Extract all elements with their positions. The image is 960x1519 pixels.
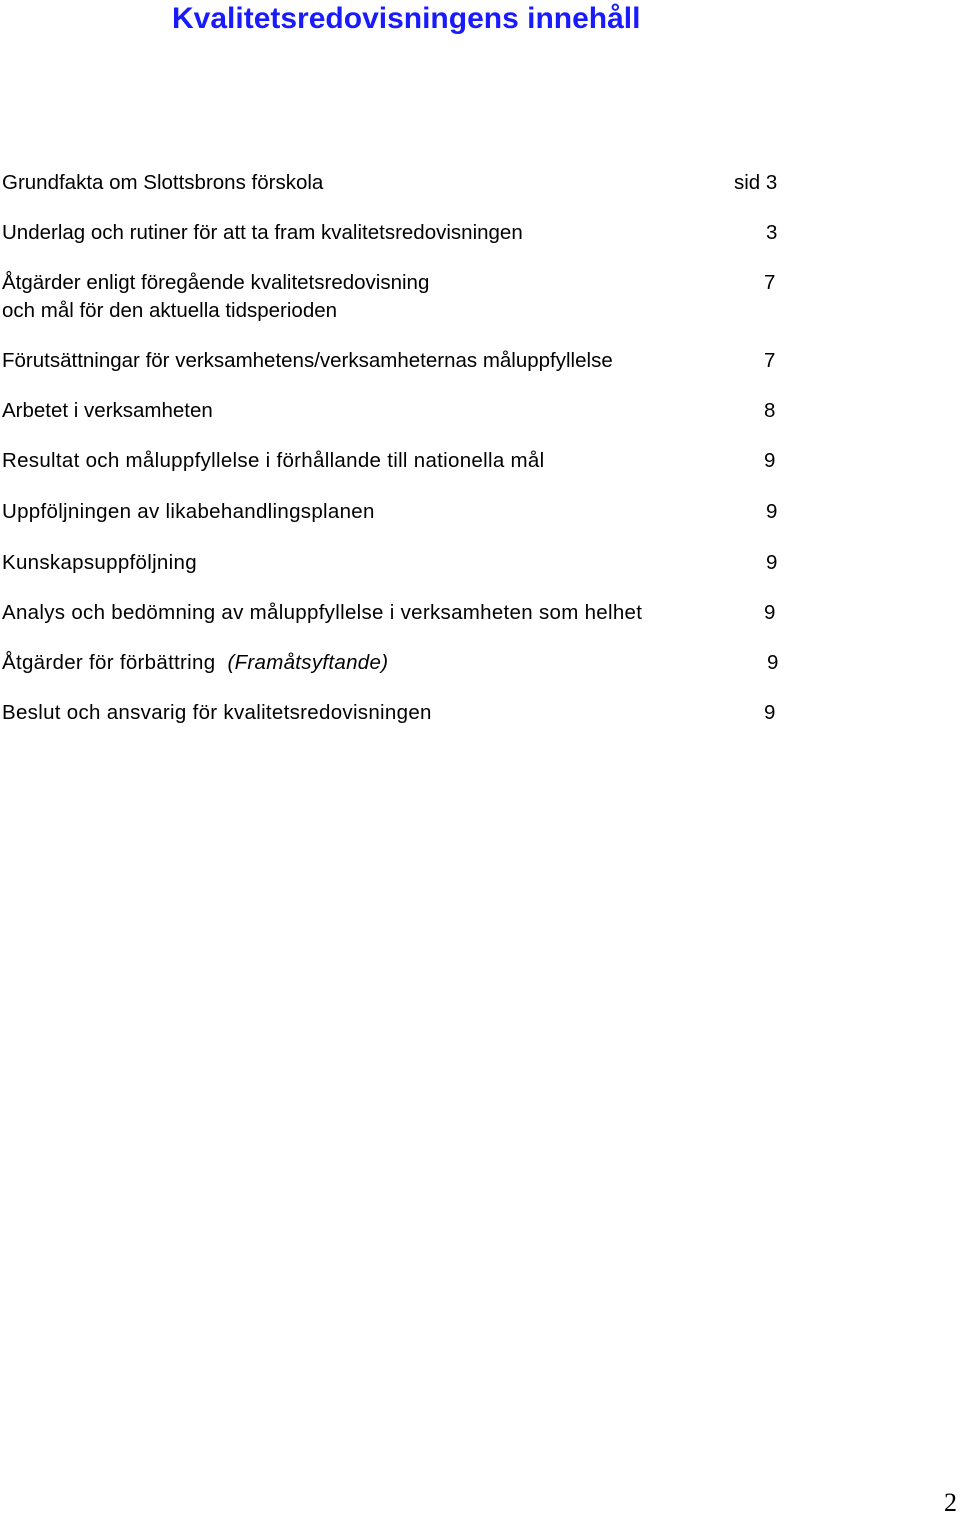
page-title: Kvalitetsredovisningens innehåll xyxy=(172,2,641,35)
toc-entry-title xyxy=(2,650,388,676)
toc-entry-page: sid 3 xyxy=(734,171,778,194)
toc-entry-title: Åtgärder enligt föregående kvalitetsredovisning xyxy=(2,271,430,294)
toc-entry-title: Kunskapsuppföljning xyxy=(2,551,197,574)
toc-entry-page: 9 xyxy=(767,651,779,674)
toc-entry-title: Grundfakta om Slottsbrons förskola xyxy=(2,171,324,194)
toc-entry-page: 9 xyxy=(764,449,776,472)
toc-entry-page: 9 xyxy=(766,500,778,523)
toc-entry-page: 9 xyxy=(764,701,776,724)
toc-entry-title: Resultat och måluppfyllelse i förhållande till nationella mål xyxy=(2,449,545,472)
toc-entry-page: 7 xyxy=(764,271,776,294)
toc-entry-page: 9 xyxy=(764,601,776,624)
toc-entry-page: 3 xyxy=(766,221,778,244)
toc-entry-title: Arbetet i verksamheten xyxy=(2,399,213,422)
toc-entry-title: Förutsättningar för verksamhetens/verksamheternas måluppfyllelse xyxy=(2,349,613,372)
toc-entry-title: Analys och bedömning av måluppfyllelse i verksamheten som helhet xyxy=(2,601,643,624)
toc-entry-page: 8 xyxy=(764,399,776,422)
toc-entry-title-main: Åtgärder för förbättring xyxy=(2,651,216,674)
toc-entry-page: 7 xyxy=(764,349,776,372)
toc-entry-title: Uppföljningen av likabehandlingsplanen xyxy=(2,500,375,523)
toc-entry-title-continued: och mål för den aktuella tidsperioden xyxy=(2,299,338,322)
toc-entry-page: 9 xyxy=(766,551,778,574)
toc-entry-title: Beslut och ansvarig för kvalitetsredovisningen xyxy=(2,701,432,724)
page-number: 2 xyxy=(944,1488,957,1517)
toc-entry-title-italic: (Framåtsyftande) xyxy=(227,651,389,674)
toc-entry-title: Underlag och rutiner för att ta fram kvalitetsredovisningen xyxy=(2,221,523,244)
